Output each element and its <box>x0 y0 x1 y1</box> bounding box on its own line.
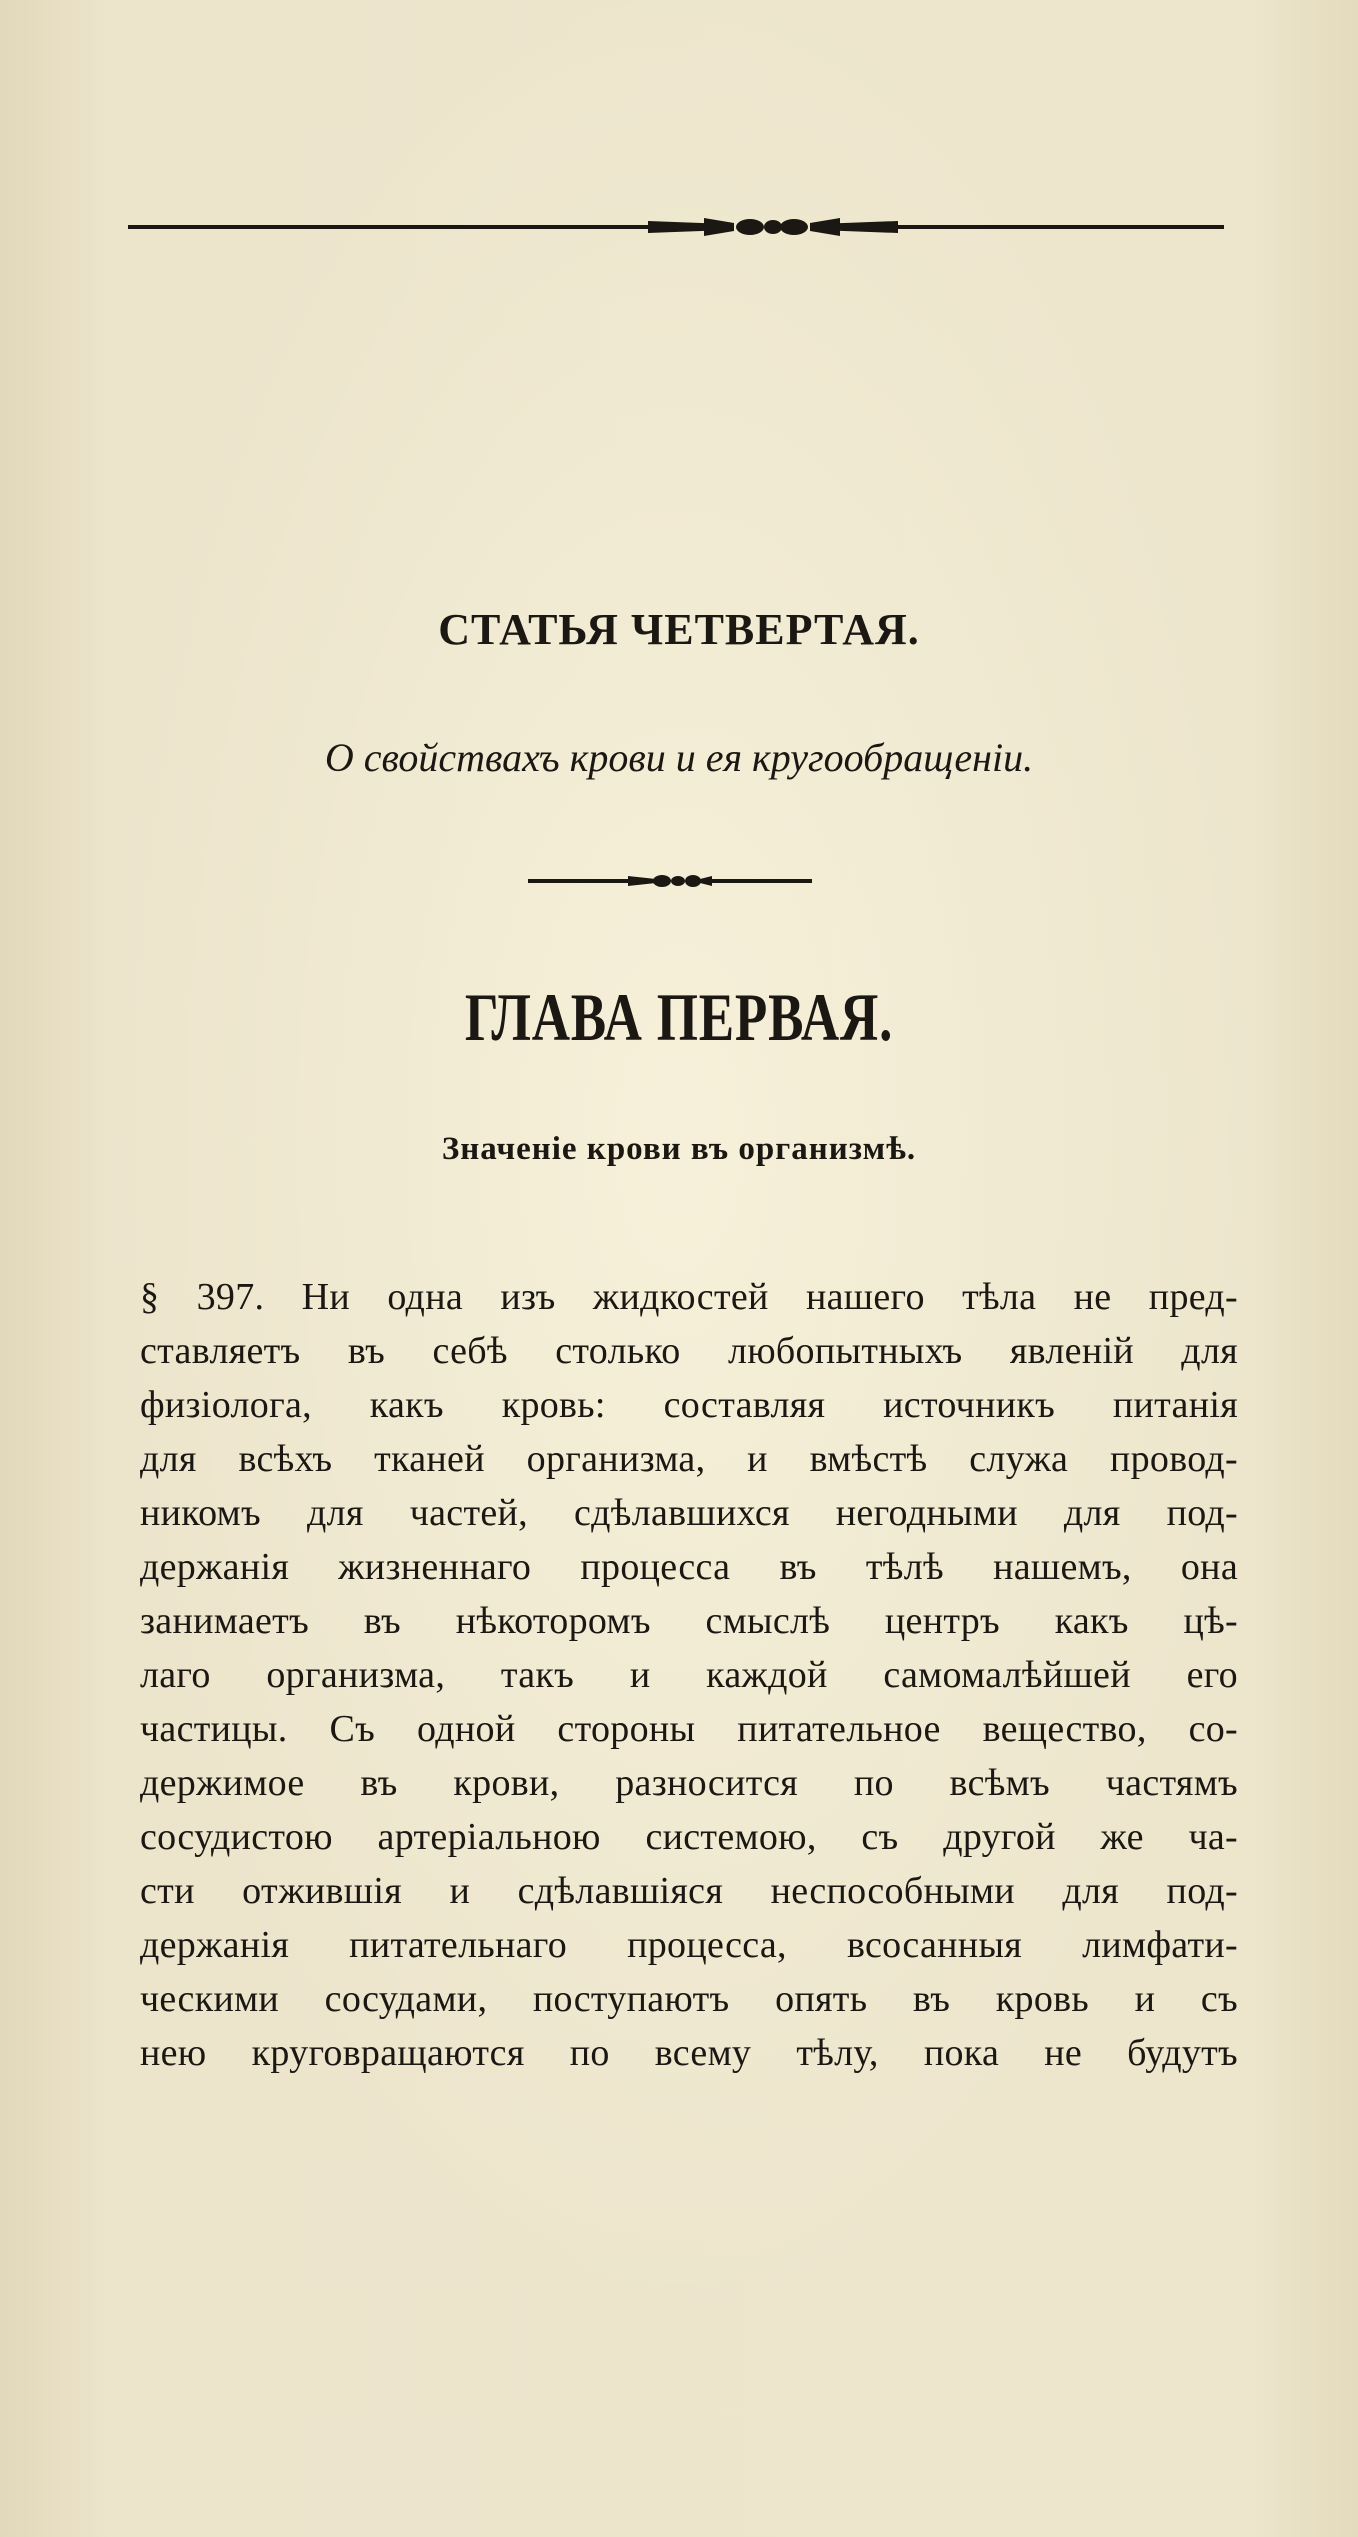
text-line: ческими сосудами, поступаютъ опять въ кровь и съ <box>140 1978 1238 2020</box>
body-paragraph <box>140 1270 1238 2080</box>
text-line: частицы. Съ одной стороны питательное вещество, со- <box>140 1708 1238 1750</box>
text-line: держанія жизненнаго процесса въ тѣлѣ нашемъ, она <box>140 1546 1238 1588</box>
text-line: лаго организма, такъ и каждой самомалѣйшей его <box>140 1654 1238 1696</box>
text-line: никомъ для частей, сдѣлавшихся негодными для под- <box>140 1492 1238 1534</box>
text-line: нею круговращаются по всему тѣлу, пока не будутъ <box>140 2032 1238 2074</box>
chapter-title: ГЛАВА ПЕРВАЯ. <box>464 979 894 1055</box>
text-line: держимое въ крови, разносится по всѣмъ частямъ <box>140 1762 1238 1804</box>
text-line: держанія питательнаго процесса, всосанныя лимфати- <box>140 1924 1238 1966</box>
section-ornamental-rule <box>528 866 812 896</box>
text-line: ставляетъ въ себѣ столько любопытныхъ явленій для <box>140 1330 1238 1372</box>
text-line: для всѣхъ тканей организма, и вмѣстѣ служа провод- <box>140 1438 1238 1480</box>
text-line: занимаетъ въ нѣкоторомъ смыслѣ центръ какъ цѣ- <box>140 1600 1238 1642</box>
top-ornamental-rule <box>128 207 1224 247</box>
section-title: Значеніе крови въ организмѣ. <box>441 1131 917 1167</box>
text-line: физіолога, какъ кровь: составляя источникъ питанія <box>140 1384 1238 1426</box>
text-line: сти отжившія и сдѣлавшіяся неспособными для под- <box>140 1870 1238 1912</box>
text-line: § 397. Ни одна изъ жидкостей нашего тѣла не пред- <box>140 1276 1238 1318</box>
text-line: сосудистою артеріальною системою, съ другой же ча- <box>140 1816 1238 1858</box>
article-subtitle: О свойствахъ крови и ея кругообращеніи. <box>324 735 1034 780</box>
article-title: СТАТЬЯ ЧЕТВЕРТАЯ. <box>438 605 920 654</box>
